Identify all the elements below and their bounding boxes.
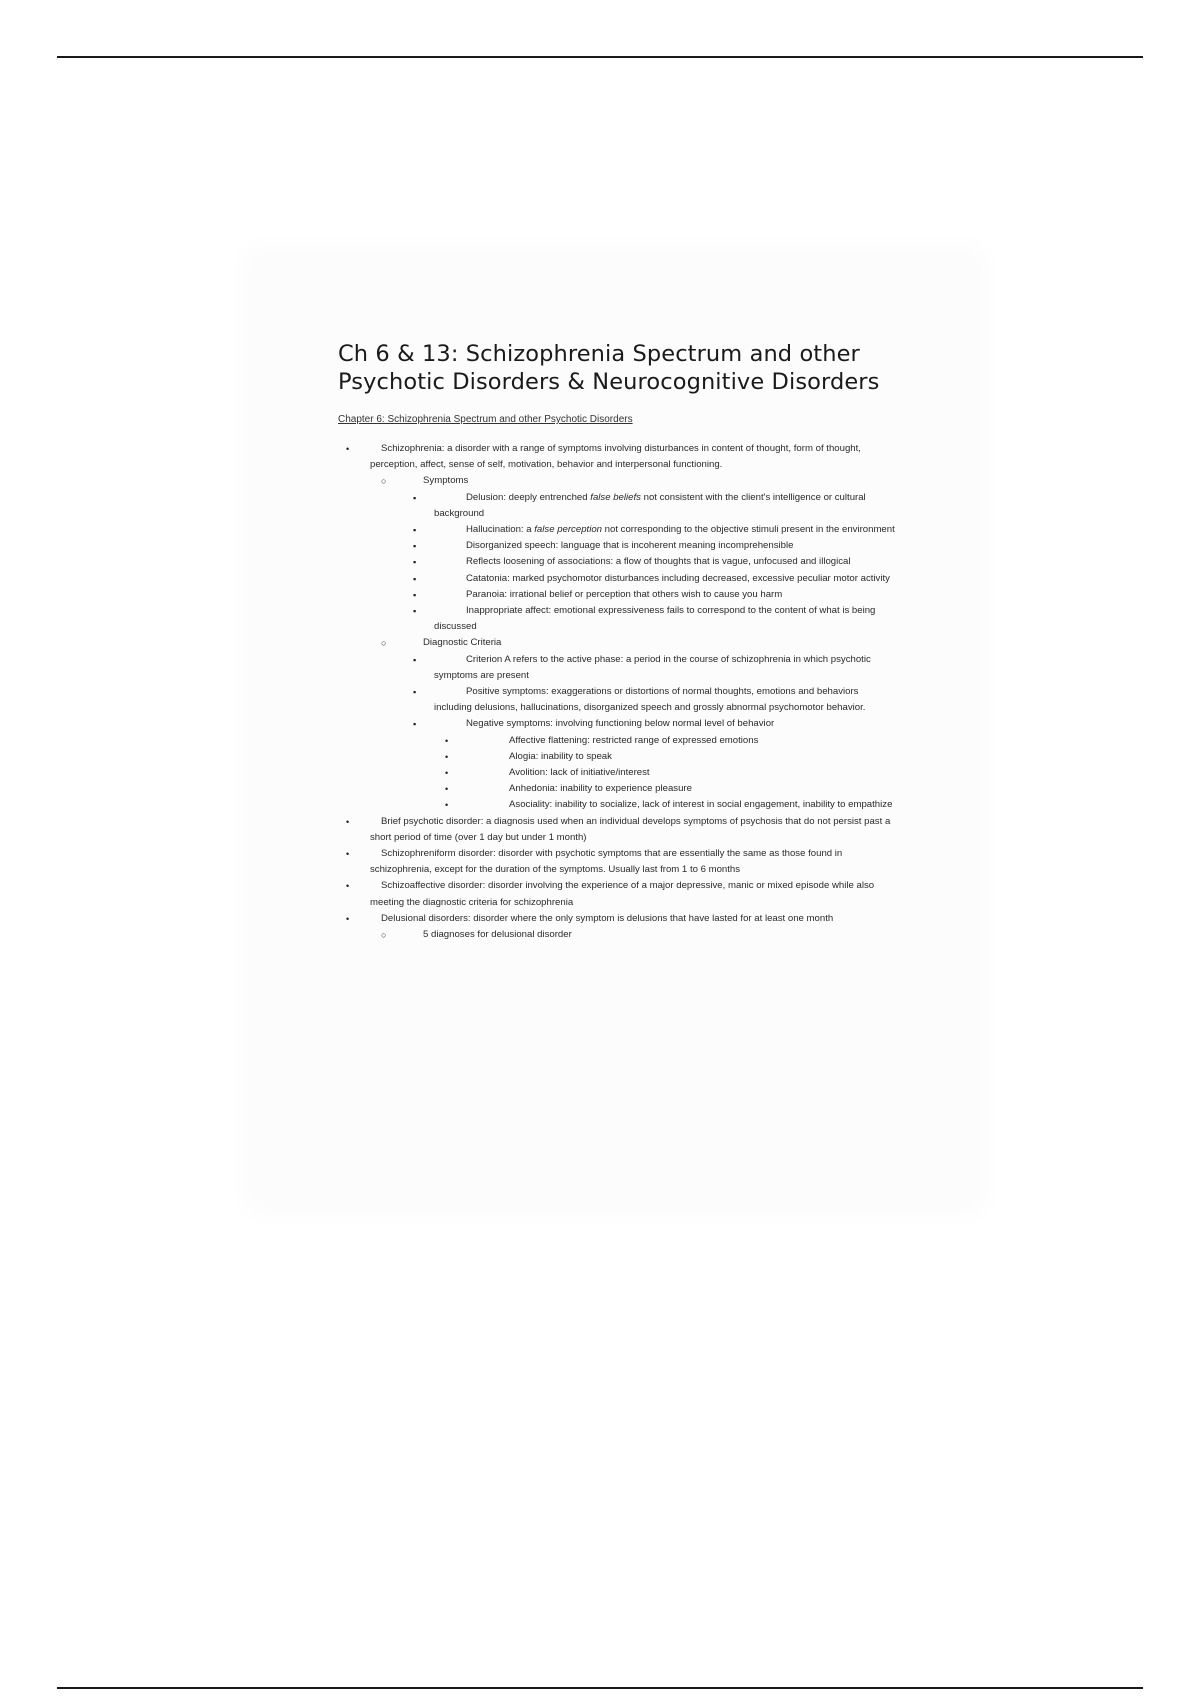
text-segment: Delusion: deeply entrenched: [466, 491, 591, 503]
list-item-schizophrenia: [338, 441, 898, 473]
emphasis-text: false beliefs: [590, 491, 641, 503]
list-item-symptoms: [338, 473, 898, 489]
list-item-text: Symptoms: [423, 475, 469, 487]
list-item-text: Schizoaffective disorder: disorder involving the experience of a major depressive, manic or mixed episode while also meeting the diagnostic criteria for schizophrenia: [370, 880, 875, 908]
bottom-rule: [57, 1687, 1143, 1689]
list-item-hallucination: [338, 522, 898, 538]
list-item-text: Delusional disorders: disorder where the only symptom is delusions that have lasted for at least one month: [381, 912, 834, 924]
bullet-icon: •: [346, 849, 350, 860]
list-item-paranoia: [338, 587, 898, 603]
list-item-text: Disorganized speech: language that is incoherent meaning incomprehensible: [466, 540, 794, 552]
circle-bullet-icon: ○: [381, 638, 387, 649]
document-title: Ch 6 & 13: Schizophrenia Spectrum and other Psychotic Disorders & Neurocognitive Disorders: [338, 341, 880, 395]
document-page: [255, 258, 975, 1203]
list-item-asociality: [338, 797, 898, 813]
square-bullet-icon: ▪: [413, 557, 417, 568]
square-bullet-icon: ▪: [413, 573, 417, 584]
list-item-text: Negative symptoms: involving functioning below normal level of behavior: [466, 718, 775, 730]
list-item-text: Catatonia: marked psychomotor disturbances including decreased, excessive peculiar motor activity: [466, 572, 890, 584]
list-item-text: Avolition: lack of initiative/interest: [509, 767, 650, 779]
bullet-icon: •: [346, 816, 350, 827]
list-item-text: [434, 522, 898, 538]
list-item-text: Inappropriate affect: emotional expressiveness fails to correspond to the content of what is being discussed: [434, 605, 876, 633]
list-item-brief-psychotic: [338, 814, 898, 846]
square-bullet-icon: ▪: [413, 687, 417, 698]
list-item-text: Criterion A refers to the active phase: a period in the course of schizophrenia in which psychotic symptoms are present: [434, 653, 871, 681]
list-item-delusion: [338, 490, 898, 522]
list-item-disorganized-speech: [338, 538, 898, 554]
list-item-schizoaffective: [338, 878, 898, 910]
bullet-icon: •: [346, 444, 350, 454]
square-bullet-icon: ▪: [413, 541, 417, 552]
bullet-icon: •: [445, 768, 449, 779]
square-bullet-icon: ▪: [413, 492, 417, 503]
bullet-icon: •: [445, 784, 449, 795]
square-bullet-icon: ▪: [413, 525, 417, 536]
list-item-negative-symptoms: [338, 716, 898, 732]
circle-bullet-icon: ○: [381, 930, 387, 941]
text-segment: not consistent with the client's intelligence or cultural background: [434, 491, 866, 519]
text-segment: not corresponding to the objective stimuli present in the environment: [602, 524, 895, 536]
list-item-criterion-a: [338, 652, 898, 684]
list-item-diagnostic-criteria: [338, 635, 898, 651]
bullet-icon: •: [445, 751, 449, 762]
list-item-alogia: [338, 749, 898, 765]
list-item-text: Reflects loosening of associations: a flow of thoughts that is vague, unfocused and illogical: [466, 556, 851, 568]
list-item-positive-symptoms: [338, 684, 898, 716]
notes-list: [338, 441, 898, 943]
list-item-text: Schizophreniform disorder: disorder with psychotic symptoms that are essentially the same as those found in schizophrenia, except for the duration of the symptoms. Usually last from 1 to 6 months: [370, 848, 843, 876]
top-rule: [57, 56, 1143, 58]
circle-bullet-icon: ○: [381, 476, 387, 487]
document-content: [338, 340, 898, 943]
list-item-text: Paranoia: irrational belief or perception that others wish to cause you harm: [466, 588, 783, 600]
bullet-icon: •: [346, 881, 350, 892]
list-item-loosening: [338, 554, 898, 570]
square-bullet-icon: ▪: [413, 606, 417, 617]
list-item-text: Schizophrenia: a disorder with a range of symptoms involving disturbances in content of thought, form of thought, perception, affect, sense of self, motivation, behavior and interpersonal functioning.: [370, 443, 861, 471]
square-bullet-icon: ▪: [413, 719, 417, 730]
list-item-anhedonia: [338, 781, 898, 797]
list-item-schizophreniform: [338, 846, 898, 878]
list-item-avolition: [338, 765, 898, 781]
list-item-catatonia: [338, 571, 898, 587]
chapter-heading: Chapter 6: Schizophrenia Spectrum and other Psychotic Disorders: [338, 414, 633, 425]
square-bullet-icon: ▪: [413, 589, 417, 600]
emphasis-text: false perception: [534, 524, 602, 536]
list-item-inappropriate-affect: [338, 603, 898, 635]
list-item-text: Positive symptoms: exaggerations or distortions of normal thoughts, emotions and behaviors including delusions, hallucinations, disorganized speech and grossly abnormal psychomotor behavior.: [434, 686, 866, 714]
bullet-icon: •: [445, 735, 449, 746]
list-item-text: Asociality: inability to socialize, lack of interest in social engagement, inability to empathize: [509, 799, 893, 811]
list-item-text: Affective flattening: restricted range of expressed emotions: [509, 734, 759, 746]
bullet-icon: •: [346, 913, 350, 924]
list-item-delusional-disorders: [338, 911, 898, 927]
list-item-text: Diagnostic Criteria: [423, 637, 502, 649]
square-bullet-icon: ▪: [413, 654, 417, 665]
list-item-text: Alogia: inability to speak: [509, 750, 612, 762]
list-item-text: Brief psychotic disorder: a diagnosis used when an individual develops symptoms of psychosis that do not persist past a short period of time (over 1 day but under 1 month): [370, 815, 891, 843]
list-item-text: 5 diagnoses for delusional disorder: [423, 929, 572, 941]
list-item-text: [434, 490, 898, 522]
text-segment: Hallucination: a: [466, 524, 535, 536]
list-item-text: Anhedonia: inability to experience pleasure: [509, 783, 692, 795]
list-item-affective-flattening: [338, 733, 898, 749]
bullet-icon: •: [445, 800, 449, 811]
list-item-five-diagnoses: [338, 927, 898, 943]
